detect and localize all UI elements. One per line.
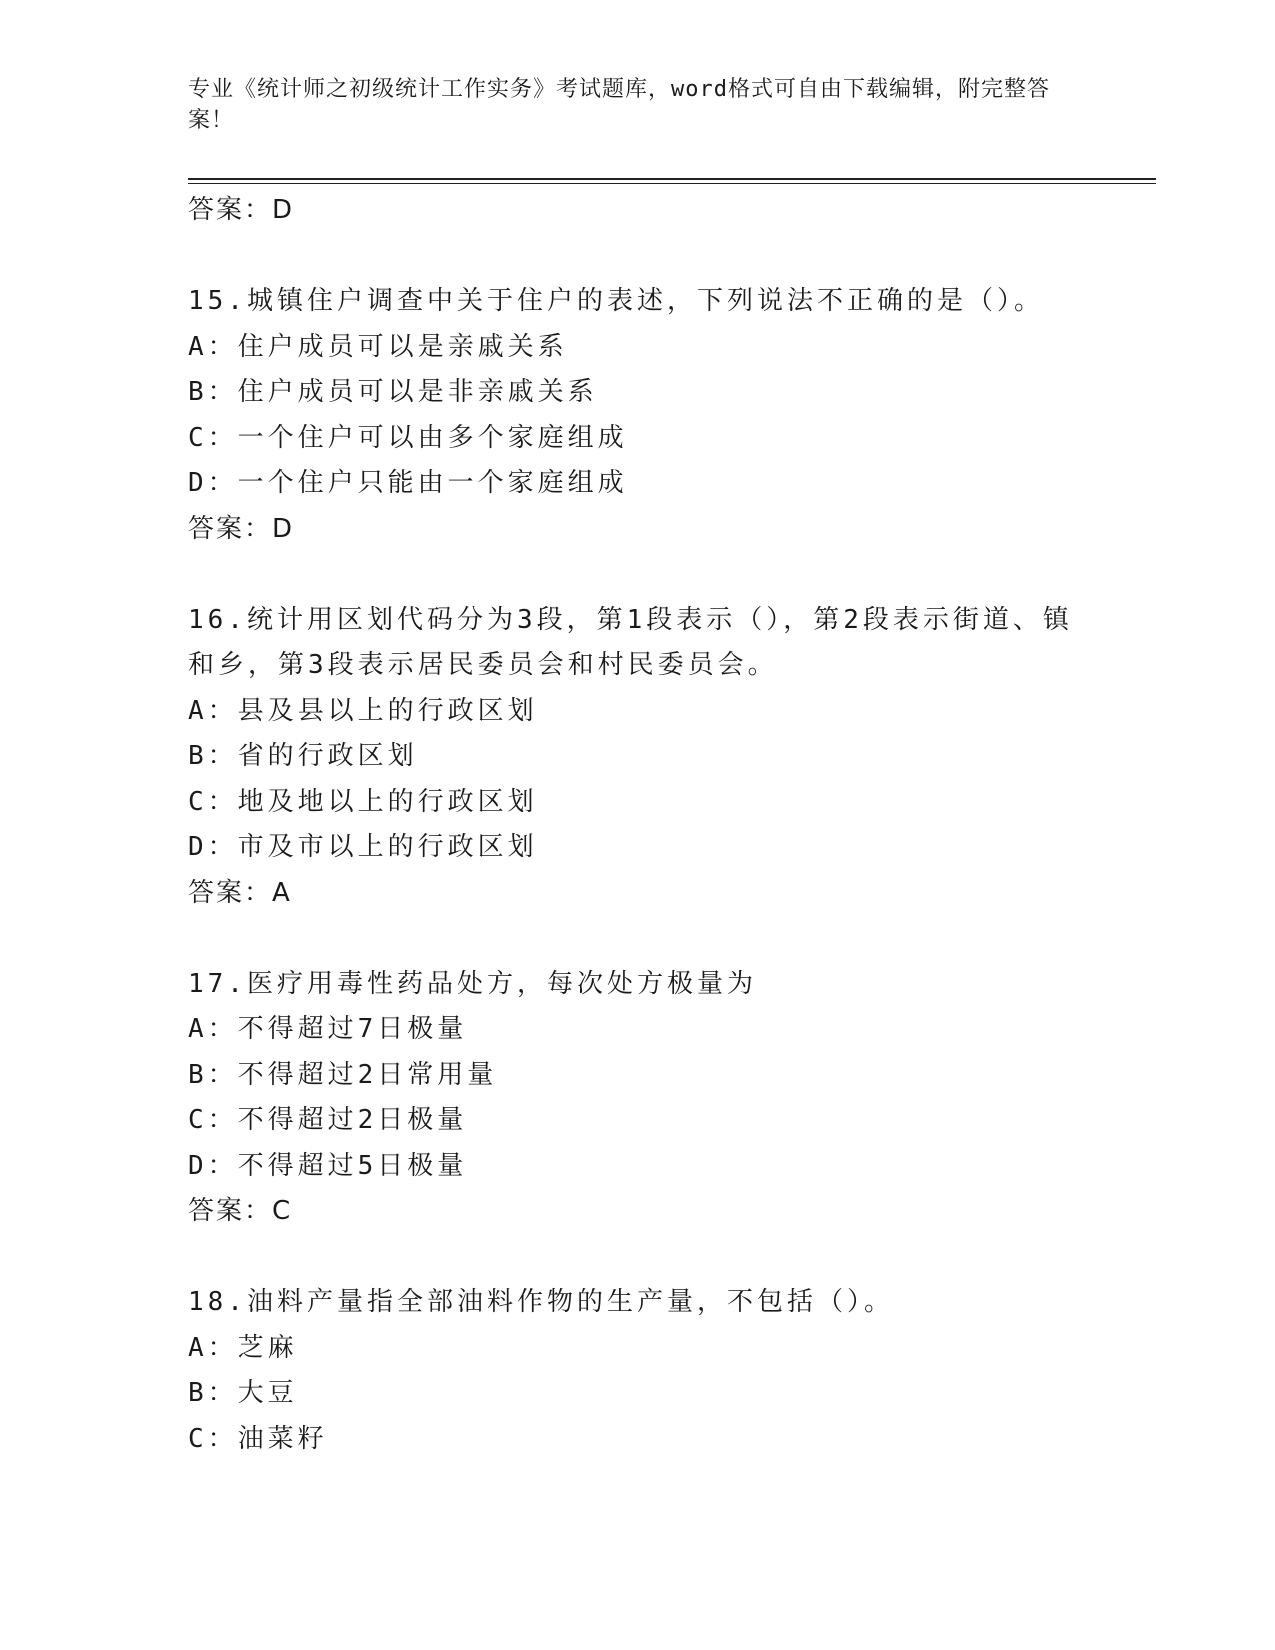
question-stem: 15.城镇住户调查中关于住户的表述，下列说法不正确的是（）。 [188,286,1044,316]
question-stem-line-2: 和乡，第3段表示居民委员会和村民委员会。 [188,650,778,680]
answer-line: 答案：D [188,195,295,225]
page-header: 专业《统计师之初级统计工作实务》考试题库，word格式可自由下载编辑，附完整答案！ [188,77,1050,133]
option-b: B：大豆 [188,1378,298,1408]
option-a: A：住户成员可以是亲戚关系 [188,331,568,362]
option-c: C：油菜籽 [188,1423,328,1454]
header-divider-thin [188,183,1156,184]
option-d: D：一个住户只能由一个家庭组成 [188,468,628,498]
question-15 [188,279,1088,552]
question-17 [188,962,1088,1235]
option-d: D：市及市以上的行政区划 [188,832,538,862]
option-d: D：不得超过5日极量 [188,1150,468,1181]
question-list [188,188,1088,1462]
option-c: C：地及地以上的行政区划 [188,786,538,817]
header-divider [188,178,1156,180]
option-a: A：芝麻 [188,1332,298,1363]
answer-line: 答案：A [188,877,292,908]
option-a: A：县及县以上的行政区划 [188,695,538,726]
question-18 [188,1280,1088,1462]
answer-line: 答案：D [188,513,295,544]
option-a: A：不得超过7日极量 [188,1014,468,1044]
option-b: B：省的行政区划 [188,741,418,771]
question-16 [188,598,1088,917]
answer-line: 答案：C [188,1196,293,1226]
question-stem-line-1: 16.统计用区划代码分为3段，第1段表示（），第2段表示街道、镇 [188,604,1073,635]
option-b: B：住户成员可以是非亲戚关系 [188,377,598,407]
question-stem: 18.油料产量指全部油料作物的生产量，不包括（）。 [188,1287,894,1317]
option-c: C：一个住户可以由多个家庭组成 [188,422,628,453]
question-stem: 17.医疗用毒性药品处方，每次处方极量为 [188,968,757,999]
option-b: B：不得超过2日常用量 [188,1059,498,1090]
option-c: C：不得超过2日极量 [188,1105,468,1135]
